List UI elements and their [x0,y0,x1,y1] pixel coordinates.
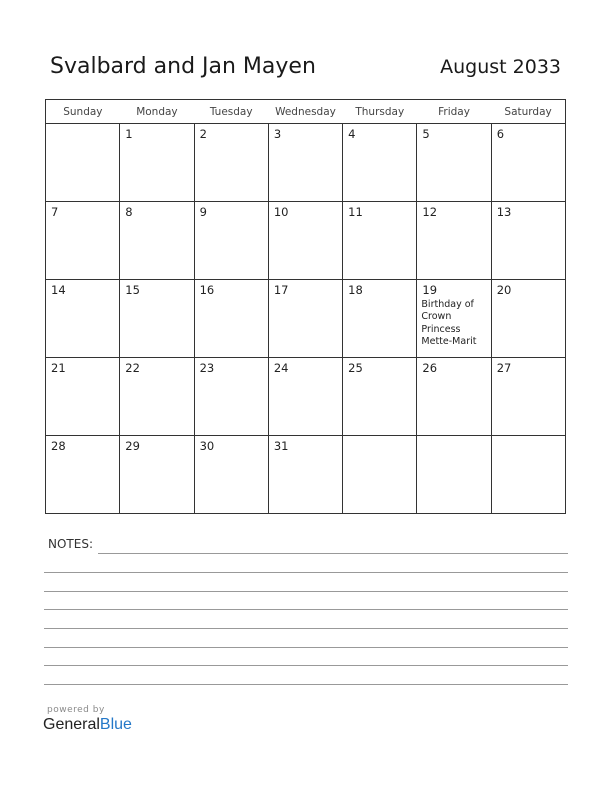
notes-label: NOTES: [48,537,93,551]
day-cell-holiday [417,280,491,358]
day-cell [46,436,120,514]
weekday-tuesday: Tuesday [194,100,268,124]
weekday-header-row [46,100,566,124]
day-cell [417,124,491,202]
day-number: 11 [348,205,363,219]
day-number: 23 [199,361,215,375]
day-cell [268,124,342,202]
weekday-friday: Friday [417,100,491,124]
weekday-monday: Monday [120,100,194,124]
week-row [46,436,566,514]
day-cell [268,202,342,280]
day-cell [417,202,491,280]
day-cell [194,358,268,436]
month-calendar [45,99,566,514]
day-cell [194,124,268,202]
day-cell [268,280,342,358]
weekday-sunday: Sunday [46,100,120,124]
day-cell [343,280,417,358]
weekday-thursday: Thursday [343,100,417,124]
day-cell [46,358,120,436]
day-number: 20 [496,283,512,297]
weekday-saturday: Saturday [491,100,565,124]
day-cell [343,436,417,514]
notes-line [98,553,568,554]
week-row [46,280,566,358]
day-cell [491,202,565,280]
day-cell [491,436,565,514]
notes-line [44,609,568,610]
day-number: 27 [496,361,512,375]
day-number: 12 [422,205,438,219]
day-number: 16 [199,283,215,297]
notes-line [44,647,568,648]
day-cell [343,124,417,202]
day-number: 24 [273,361,289,375]
logo-blue-text: Blue [99,716,132,733]
day-number: 13 [496,205,512,219]
day-number: 7 [51,205,59,219]
day-cell [120,358,194,436]
day-number: 28 [51,439,66,453]
day-cell [268,358,342,436]
day-number: 29 [125,439,140,453]
day-cell [491,358,565,436]
powered-by-text: powered by [47,705,105,715]
day-number: 10 [273,205,289,219]
day-number: 31 [273,439,289,453]
day-cell [194,280,268,358]
generalblue-logo[interactable] [43,716,132,734]
holiday-label: Birthday of Crown Princess Mette-Marit [421,299,477,347]
day-number: 18 [348,283,363,297]
day-cell [46,202,120,280]
day-cell [491,124,565,202]
day-cell [417,358,491,436]
month-year-label: August 2033 [440,56,561,78]
day-number: 8 [125,205,133,219]
week-row [46,358,566,436]
weekday-wednesday: Wednesday [268,100,342,124]
day-cell [194,202,268,280]
notes-line [44,665,568,666]
day-number: 26 [422,361,438,375]
day-number: 2 [199,127,207,141]
notes-line [44,591,568,592]
week-row [46,202,566,280]
day-cell [46,124,120,202]
notes-line [44,628,568,629]
day-number: 1 [125,127,133,141]
day-number: 21 [51,361,66,375]
day-number: 30 [199,439,215,453]
logo-general-text: General [43,716,100,733]
day-number: 5 [422,127,430,141]
notes-line [44,684,568,685]
day-cell [194,436,268,514]
day-number: 14 [51,283,66,297]
day-number: 15 [125,283,140,297]
day-number: 6 [496,127,505,141]
day-number: 25 [348,361,363,375]
day-number: 19 [422,283,438,297]
day-cell [120,202,194,280]
week-row [46,124,566,202]
notes-line [44,572,568,573]
calendar-title: Svalbard and Jan Mayen [50,54,316,79]
day-number: 9 [199,205,207,219]
day-number: 17 [273,283,289,297]
day-cell [46,280,120,358]
day-cell [343,358,417,436]
day-cell [120,436,194,514]
day-cell [343,202,417,280]
day-cell [268,436,342,514]
day-number: 3 [273,127,282,141]
day-number: 4 [348,127,356,141]
day-cell [120,280,194,358]
day-number: 22 [125,361,140,375]
day-cell [417,436,491,514]
day-cell [491,280,565,358]
day-cell [120,124,194,202]
